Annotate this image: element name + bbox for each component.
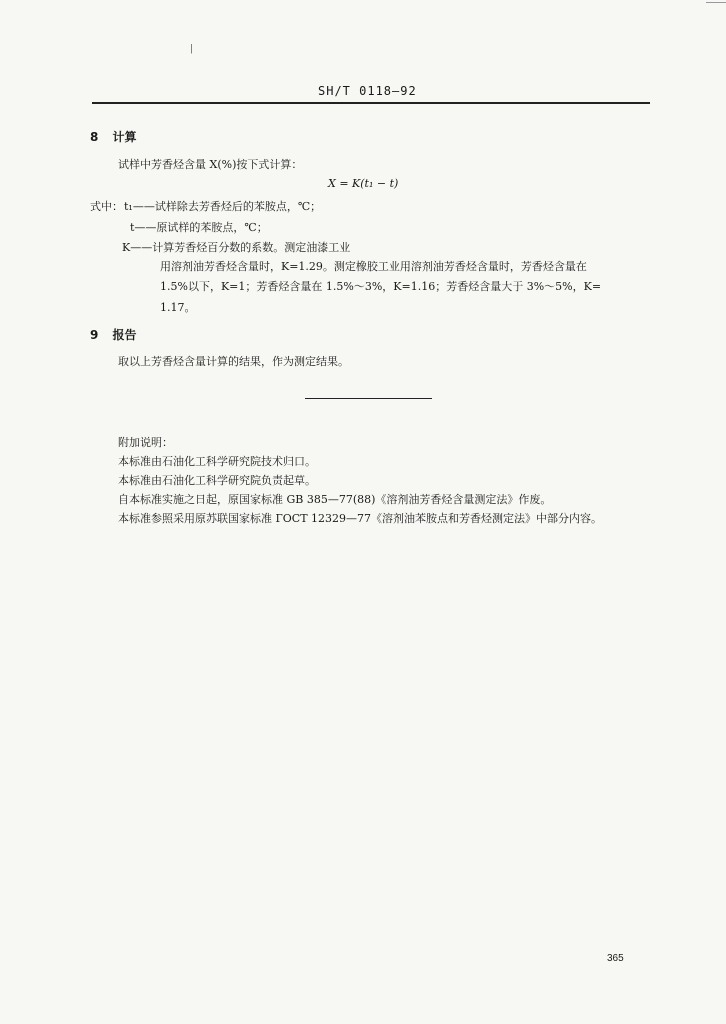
- section-8-title: 计算: [112, 130, 137, 144]
- note-line-3: 自本标准实施之日起，原国家标准 GB 385—77(88)《溶剂油芳香烃含量测定法》作废。: [118, 493, 552, 506]
- scan-corner-mark: [706, 2, 726, 3]
- def-t1: t₁——试样除去芳香烃后的苯胺点，℃；: [124, 200, 322, 213]
- def-k: K——计算芳香烃百分数的系数。测定油漆工业: [122, 241, 351, 254]
- note-line-2: 本标准由石油化工科学研究院负责起草。: [118, 474, 316, 487]
- report-text: 取以上芳香烃含量计算的结果，作为测定结果。: [118, 355, 349, 368]
- section-9-number: 9: [90, 328, 99, 342]
- note-line-4: 本标准参照采用原苏联国家标准 ГОСТ 12329—77《溶剂油苯胺点和芳香烃测定法》中部分内容。: [118, 512, 603, 525]
- header-rule: [92, 102, 650, 104]
- def-t: t——原试样的苯胺点，℃；: [130, 221, 268, 234]
- def-k-cont-1: 用溶剂油芳香烃含量时，K=1.29。测定橡胶工业用溶剂油芳香烃含量时，芳香烃含量在: [160, 260, 587, 273]
- def-k-cont-3: 1.17。: [160, 301, 196, 314]
- note-line-1: 本标准由石油化工科学研究院技术归口。: [118, 455, 316, 468]
- section-8-number: 8: [90, 130, 99, 144]
- standard-code-header: SH/T 0118—92: [318, 84, 417, 98]
- formula: X = K(t₁ − t): [328, 177, 399, 190]
- section-9-title: 报告: [112, 328, 137, 342]
- separator-line: [305, 398, 432, 399]
- page-number: 365: [607, 953, 624, 964]
- section-8-heading: [90, 128, 137, 145]
- def-k-cont-2: 1.5%以下，K=1；芳香烃含量在 1.5%～3%，K=1.16；芳香烃含量大于 3%～5%，K=: [160, 280, 602, 293]
- where-label: 式中：: [90, 200, 123, 213]
- calc-intro: 试样中芳香烃含量 X(%)按下式计算：: [118, 158, 303, 171]
- notes-title: 附加说明：: [118, 436, 173, 449]
- scan-speck: |: [190, 44, 194, 54]
- section-9-heading: [90, 326, 137, 343]
